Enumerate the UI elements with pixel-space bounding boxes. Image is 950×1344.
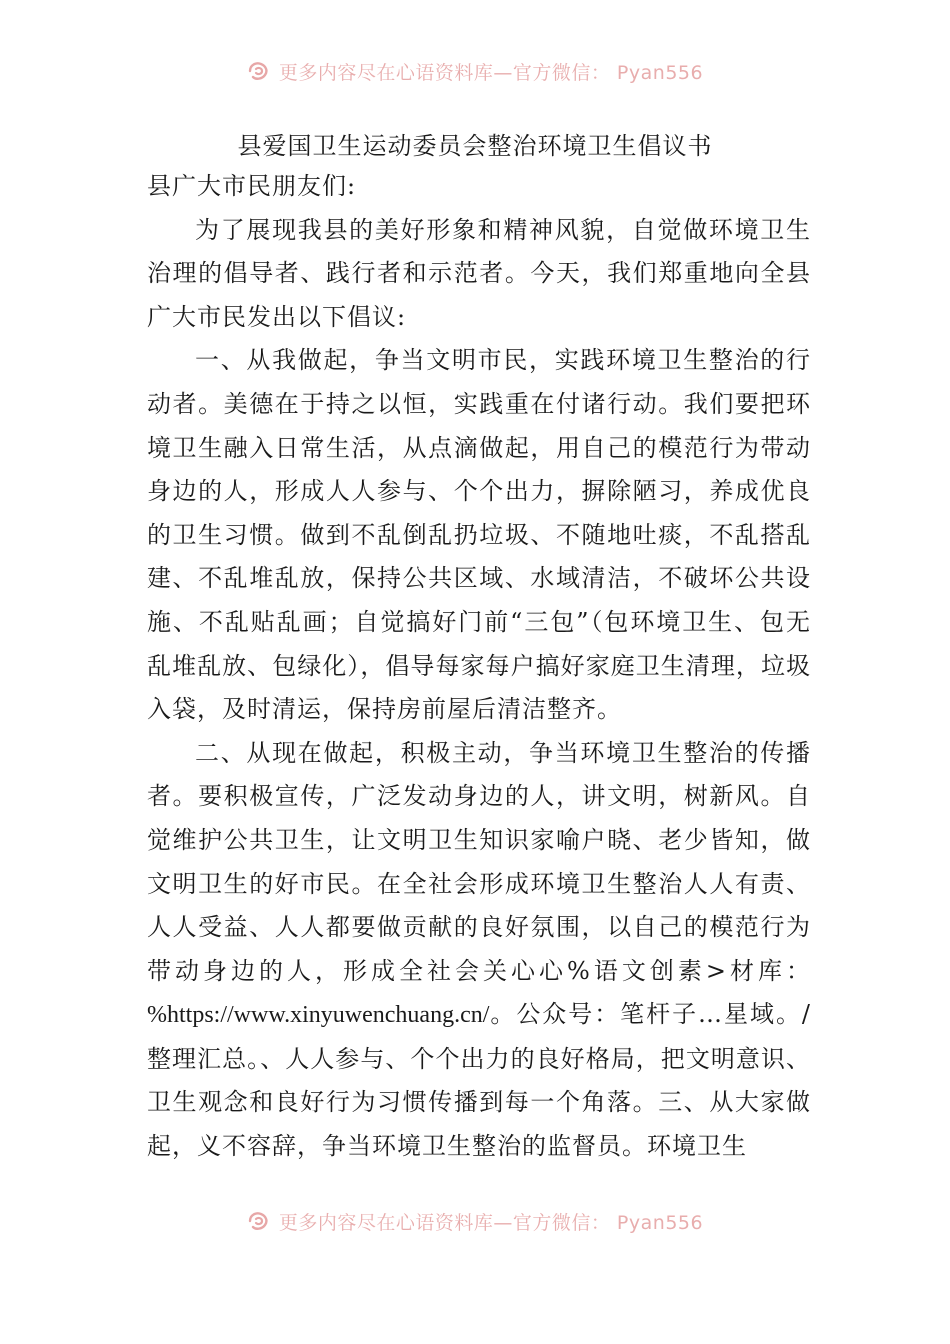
greeting: 县广大市民朋友们: xyxy=(147,172,357,200)
document-body xyxy=(147,165,811,1169)
paragraph-one: 一、从我做起，争当文明市民，实践环境卫生整治的行动者。美德在于持之以恒，实践重在付诸行动。我们要把环境卫生融入日常生活，从点滴做起，用自己的模范行为带动身边的人，形成人人参与、个个出力，摒除陋习，养成优良的卫生习惯。做到不乱倒乱扔垃圾、不随地吐痰，不乱搭乱建、不乱堆乱放，保持公共区域、水域清洁，不破坏公共设施、不乱贴乱画；自觉搞好门前“三包”（包环境卫生、包无乱堆乱放、包绿化），倡导每家每户搞好家庭卫生清理，垃圾入袋，及时清运，保持房前屋后清洁整齐。 xyxy=(147,346,811,724)
paragraph-two-url: %https://www.xinyuwenchuang.cn/ xyxy=(147,1002,490,1029)
paragraph-two-tail: 。公众号：笔杆子…星域。/整理汇总。、人人参与、个个出力的良好格局，把文明意识、卫生观念和良好行为习惯传播到每一个角落。三、从大家做起，义不容辞，争当环境卫生整治的监督员。环境卫生 xyxy=(147,1000,811,1161)
watermark-banner-top xyxy=(0,56,950,86)
watermark-text: 更多内容尽在心语资料库—官方微信： Pyan556 xyxy=(278,61,704,84)
paragraph-two xyxy=(147,732,811,1169)
document-title: 县爱国卫生运动委员会整治环境卫生倡议书 xyxy=(237,132,713,160)
paragraph-intro: 为了展现我县的美好形象和精神风貌，自觉做环境卫生治理的倡导者、践行者和示范者。今天，我们郑重地向全县广大市民发出以下倡议: xyxy=(147,215,811,331)
watermark-banner-bottom xyxy=(0,1206,950,1236)
paragraph-two-text: 二、从现在做起，积极主动，争当环境卫生整治的传播者。要积极宣传，广泛发动身边的人，讲文明，树新风。自觉维护公共卫生，让文明卫生知识家喻户晓、老少皆知，做文明卫生的好市民。在全社会形成环境卫生整治人人有责、人人受益、人人都要做贡献的良好氛围，以自己的模范行为带动身边的人，形成全社会关心心%语文创素>材库： xyxy=(147,738,811,985)
watermark-text: 更多内容尽在心语资料库—官方微信： Pyan556 xyxy=(278,1211,704,1234)
brand-logo-icon xyxy=(247,1209,271,1233)
brand-logo-icon xyxy=(247,59,271,83)
